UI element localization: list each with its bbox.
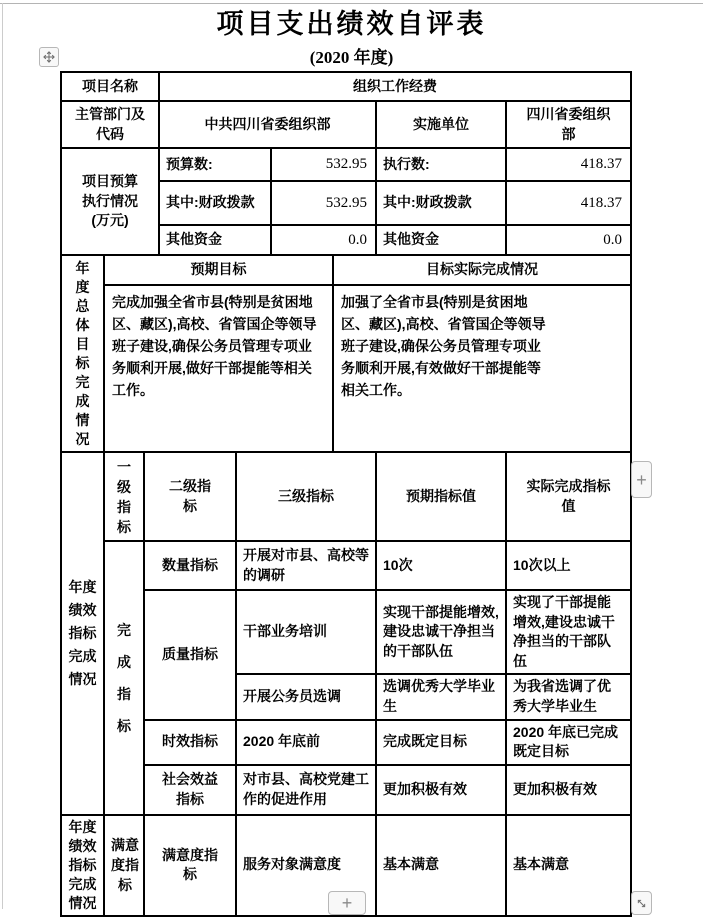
expected-cell: 基本满意 [376,815,506,916]
expected-cell: 实现干部提能增效,建设忠诚干净担当的干部队伍 [376,590,506,674]
actual-goal-header: 目标实际完成情况 [333,255,631,285]
actual-cell: 10次以上 [506,541,631,590]
budget-section-label [61,148,159,255]
document-title: 项目支出绩效自评表 [216,9,487,39]
level2-cell [144,765,236,815]
budget-label-cell: 其中:财政拨款 [159,181,271,225]
dept-label [61,101,159,148]
performance-section-label-text: 年度绩效指标完成情况 [68,578,97,687]
header-actual-text: 实际完成指标值 [526,477,611,514]
satisfaction-section-label-text: 年度绩效指标完成情况 [68,818,97,911]
level2-cell: 质量指标 [144,590,236,720]
completion-group-label [104,541,144,815]
actual-cell: 为我省选调了优秀大学毕业生 [506,674,631,719]
budget-label-cell: 执行数: [376,148,506,181]
annual-goal-section-label [61,255,104,452]
impl-unit-label: 实施单位 [376,101,506,148]
annual-goal-section-label-text: 年度总体目标完成情况 [75,259,90,447]
level3-cell: 对市县、高校党建工作的促进作用 [236,765,376,815]
actual-goal-text-inner: 加强了全省市县(特别是贫困地区、藏区),高校、省管国企等领导班子建设,确保公务员管理专项业务顺利开展,有效做好干部提能等相关工作。 [341,294,546,398]
self-evaluation-table [60,71,632,917]
level2-cell [144,815,236,916]
satisfaction-level2-text: 满意度指标 [162,846,218,883]
level3-cell: 服务对象满意度 [236,815,376,916]
performance-section-label [61,452,104,815]
level2-cell: 时效指标 [144,720,236,765]
budget-value-cell: 532.95 [271,181,376,225]
budget-label-cell: 预算数: [159,148,271,181]
add-row-button[interactable] [328,891,366,915]
budget-value-cell: 0.0 [506,225,631,255]
expected-cell: 完成既定目标 [376,720,506,765]
budget-value-cell: 0.0 [271,225,376,255]
header-actual [506,452,631,541]
budget-value-cell: 418.37 [506,181,631,225]
satisfaction-group-label [104,815,144,916]
budget-label-cell: 其中:财政拨款 [376,181,506,225]
level3-cell: 开展公务员选调 [236,674,376,719]
header-level3: 三级指标 [236,452,376,541]
header-level1-text: 一级指标 [117,458,131,535]
resize-diagonal-icon [635,897,648,910]
level2-cell: 数量指标 [144,541,236,590]
actual-cell: 2020 年底已完成既定目标 [506,720,631,765]
expected-goal-text: 完成加强全省市县(特别是贫困地区、藏区),高校、省管国企等领导班子建设,确保公务员管理专项业务顺利开展,做好干部提能等相关工作。 [104,285,333,452]
expected-cell: 更加积极有效 [376,765,506,815]
header-level2 [144,452,236,541]
table-resize-handle[interactable] [631,891,652,915]
move-arrows-icon [42,50,56,64]
budget-label-cell: 其他资金 [376,225,506,255]
budget-value-cell: 418.37 [506,148,631,181]
project-name-value: 组织工作经费 [159,72,631,101]
expected-goal-header: 预期目标 [104,255,333,285]
expected-cell: 选调优秀大学毕业生 [376,674,506,719]
actual-cell: 实现了干部提能增效,建设忠诚干净担当的干部队伍 [506,590,631,674]
actual-cell: 更加积极有效 [506,765,631,815]
table-move-handle[interactable] [39,47,59,67]
header-level2-text: 二级指标 [169,477,211,514]
level3-cell: 开展对市县、高校等的调研 [236,541,376,590]
completion-group-label-text: 完成指标 [117,621,131,734]
plus-icon: + [636,469,647,490]
add-column-button[interactable] [631,461,652,498]
actual-goal-text [333,285,631,452]
dept-label-text: 主管部门及代码 [75,105,145,142]
document-subtitle: (2020 年度) [309,48,394,67]
header-expected: 预期指标值 [376,452,506,541]
expected-cell: 10次 [376,541,506,590]
level3-cell: 2020 年底前 [236,720,376,765]
satisfaction-section-label [61,815,104,916]
header-level1 [104,452,144,541]
impl-unit-value [506,101,631,148]
project-name-label: 项目名称 [61,72,159,101]
dept-value: 中共四川省委组织部 [159,101,376,148]
level3-cell: 干部业务培训 [236,590,376,674]
satisfaction-group-label-text: 满意度指标 [111,837,139,894]
budget-value-cell: 532.95 [271,148,376,181]
budget-section-label-text: 项目预算执行情况(万元) [82,173,138,229]
budget-label-cell: 其他资金 [159,225,271,255]
page-left-edge [2,3,3,909]
plus-icon: + [341,893,353,913]
level2-cell-text: 社会效益指标 [162,771,218,807]
actual-cell: 基本满意 [506,815,631,916]
impl-unit-value-text: 四川省委组织部 [526,105,611,142]
